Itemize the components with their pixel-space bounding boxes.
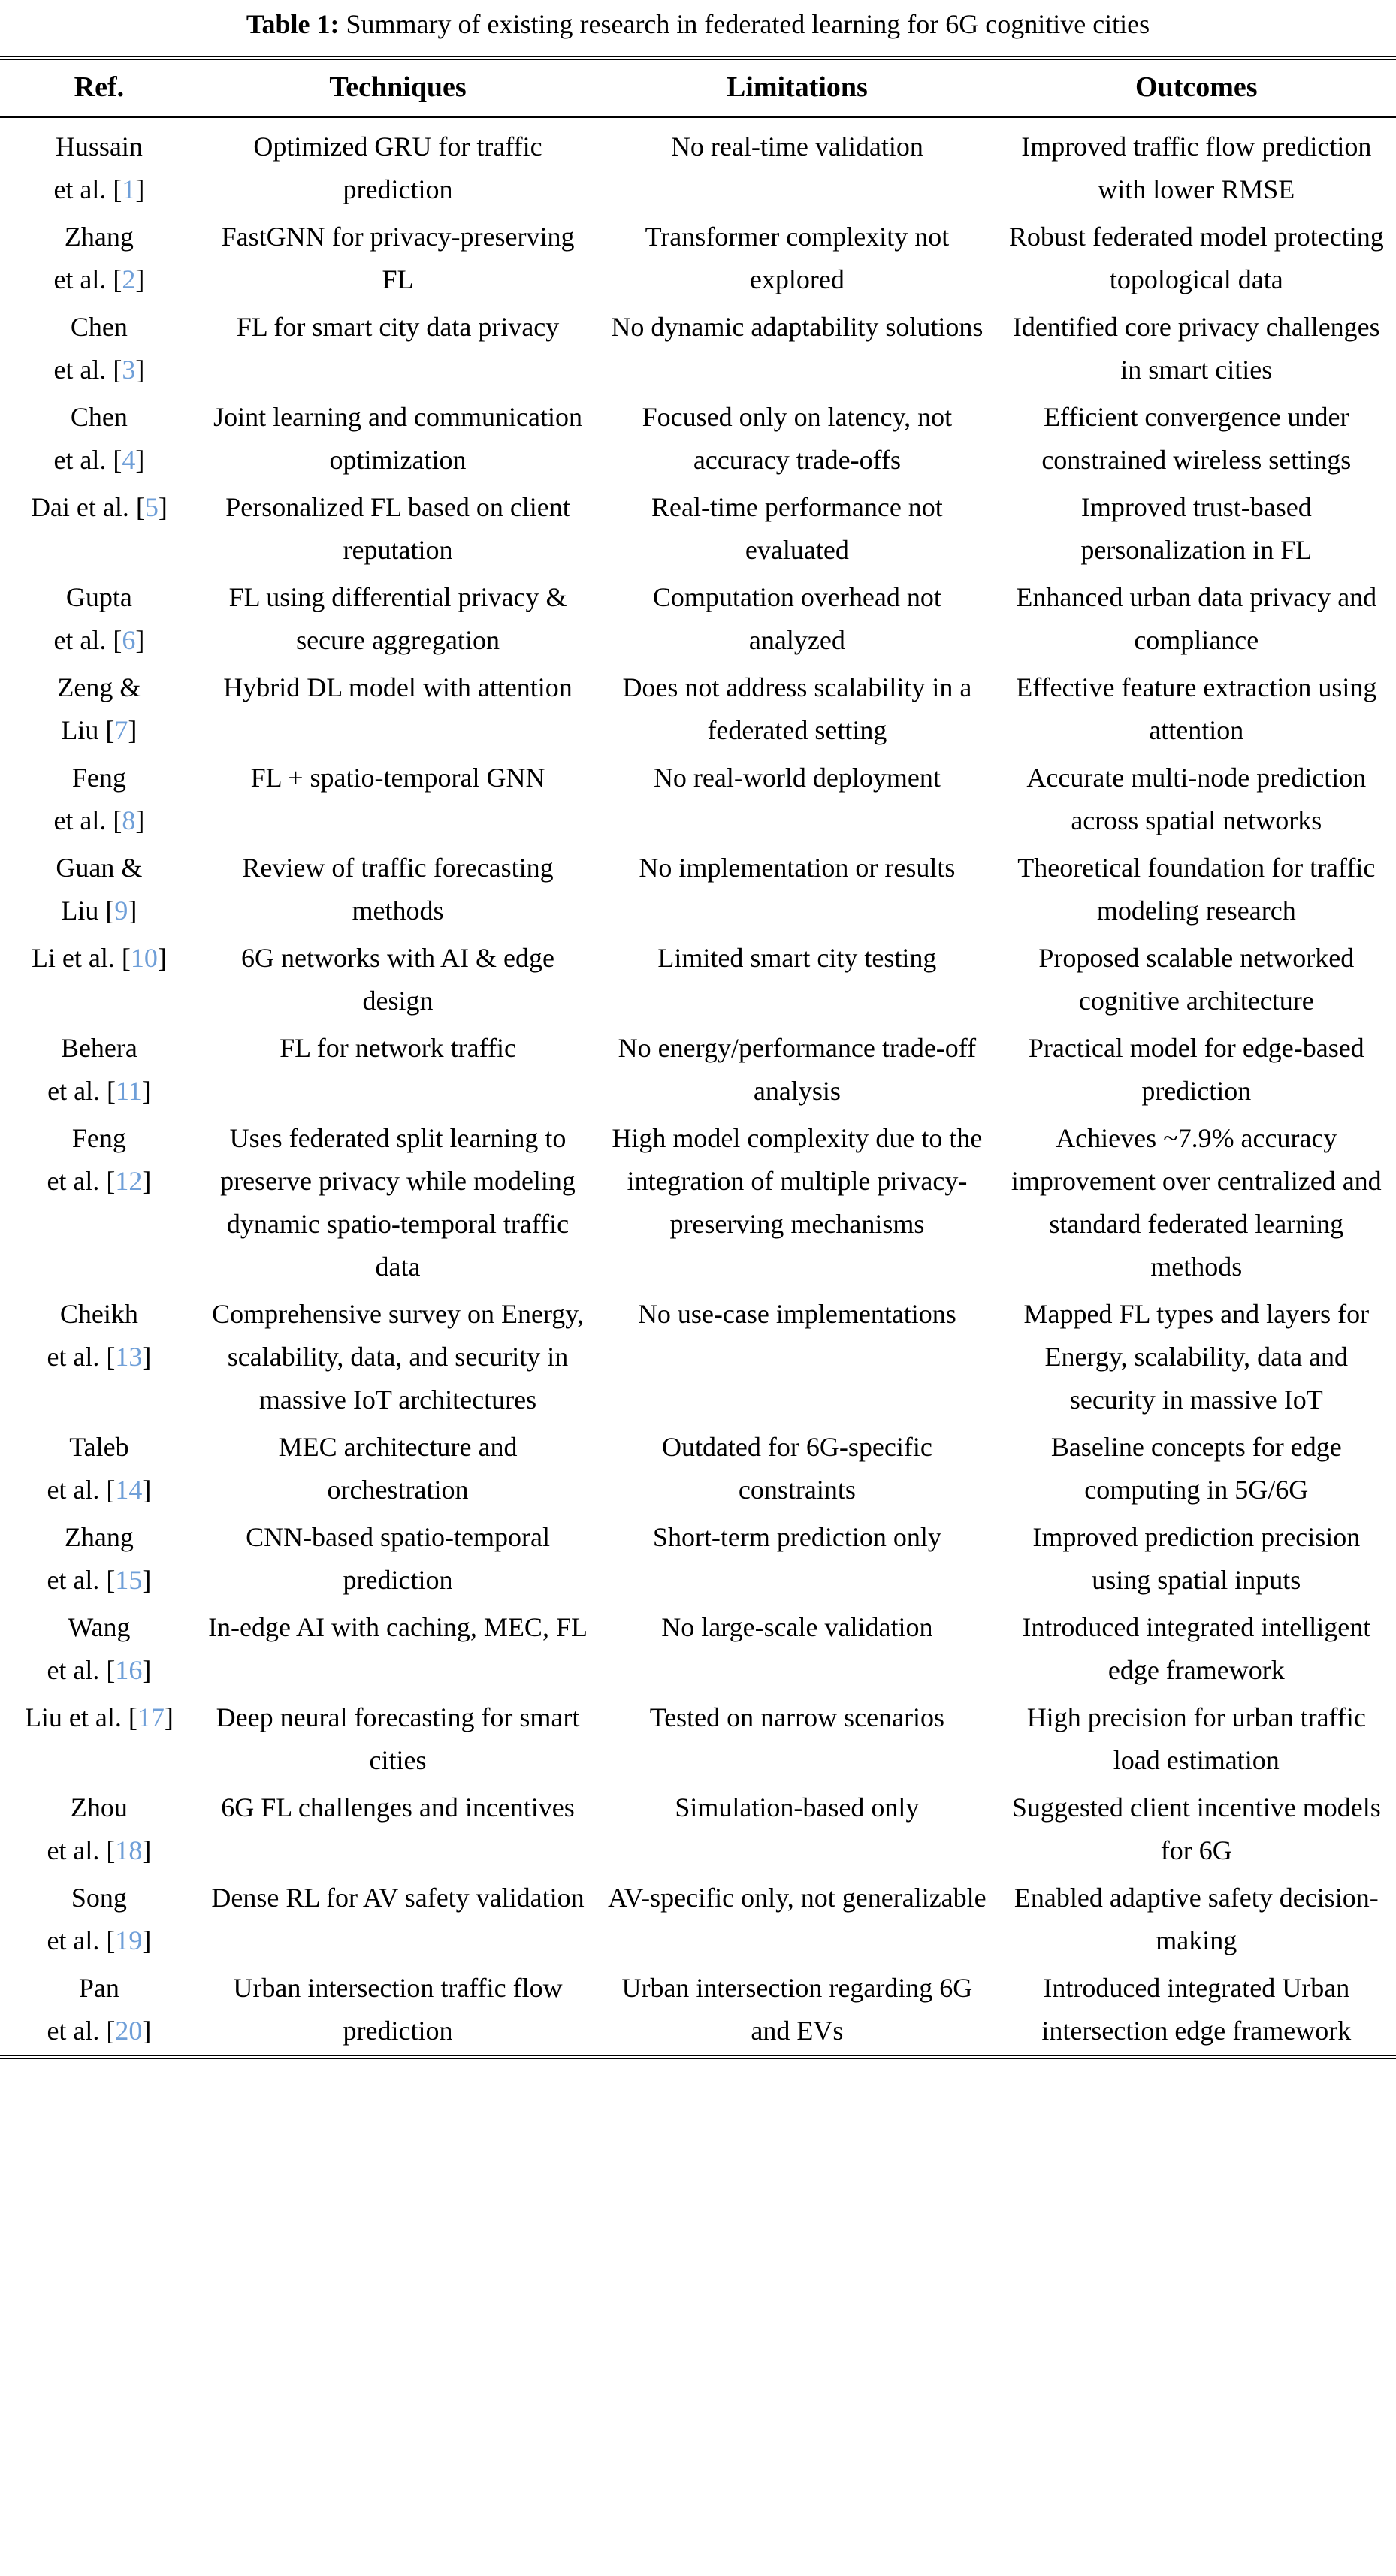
- limitations-cell: No energy/performance trade-off analysis: [618, 1032, 977, 1106]
- limitations-cell: Does not address scalability in a federated setting: [622, 672, 972, 745]
- table-row: [0, 213, 1396, 304]
- table-body: [0, 116, 1396, 2057]
- techniques-cell: MEC architecture and orchestration: [278, 1431, 518, 1505]
- techniques-cell: FL + spatio-temporal GNN: [250, 762, 545, 793]
- table-row: [0, 1424, 1396, 1514]
- outcomes-cell: Accurate multi-node prediction across spatial networks: [1026, 762, 1367, 835]
- techniques-cell: In-edge AI with caching, MEC, FL: [208, 1611, 588, 1642]
- citation-link[interactable]: 8: [122, 805, 136, 835]
- outcomes-cell: Theoretical foundation for traffic modeling research: [1017, 852, 1376, 926]
- col-header-limitations: Limitations: [597, 58, 996, 116]
- limitations-cell: Urban intersection regarding 6G and EVs: [621, 1972, 973, 2046]
- outcomes-cell: Enabled adaptive safety decision-making: [1014, 1882, 1379, 1955]
- citation-link[interactable]: 7: [114, 714, 128, 745]
- citation-link[interactable]: 18: [115, 1835, 143, 1865]
- table-row: [0, 844, 1396, 935]
- ref-cell: Song et al. [19]: [47, 1882, 152, 1955]
- table-row: [0, 1115, 1396, 1291]
- limitations-cell: Real-time performance not evaluated: [651, 491, 943, 565]
- ref-cell: Liu et al. [17]: [24, 1702, 174, 1732]
- outcomes-cell: Achieves ~7.9% accuracy improvement over centralized and standard federated learning methods: [1011, 1122, 1382, 1282]
- limitations-cell: Transformer complexity not explored: [645, 221, 950, 294]
- table-row: [0, 1514, 1396, 1604]
- ref-cell: Feng et al. [12]: [47, 1122, 152, 1196]
- citation-link[interactable]: 11: [116, 1075, 142, 1106]
- citation-link[interactable]: 20: [115, 2015, 143, 2046]
- limitations-cell: Simulation-based only: [675, 1792, 920, 1823]
- table-row: [0, 484, 1396, 574]
- table-row: [0, 1964, 1396, 2057]
- techniques-cell: Dense RL for AV safety validation: [211, 1882, 585, 1913]
- citation-link[interactable]: 6: [122, 624, 136, 655]
- col-header-outcomes: Outcomes: [997, 58, 1396, 116]
- limitations-cell: No implementation or results: [639, 852, 956, 883]
- citation-link[interactable]: 14: [115, 1474, 143, 1505]
- table-row: [0, 1604, 1396, 1694]
- limitations-cell: No dynamic adaptability solutions: [611, 311, 984, 342]
- techniques-cell: Hybrid DL model with attention: [223, 672, 573, 702]
- techniques-cell: FL for network traffic: [280, 1032, 516, 1063]
- table-row: [0, 1874, 1396, 1964]
- citation-link[interactable]: 3: [122, 354, 136, 385]
- outcomes-cell: Efficient convergence under constrained wireless settings: [1041, 401, 1352, 475]
- limitations-cell: Focused only on latency, not accuracy trade-offs: [642, 401, 953, 475]
- table-row: [0, 116, 1396, 213]
- ref-cell: Dai et al. [5]: [30, 491, 168, 522]
- table-row: [0, 1025, 1396, 1115]
- citation-link[interactable]: 5: [144, 491, 159, 522]
- limitations-cell: Tested on narrow scenarios: [649, 1702, 945, 1732]
- ref-cell: Chen et al. [4]: [53, 401, 145, 475]
- techniques-cell: Urban intersection traffic flow prediction: [233, 1972, 563, 2046]
- ref-cell: Feng et al. [8]: [53, 762, 145, 835]
- ref-cell: Li et al. [10]: [31, 942, 167, 973]
- outcomes-cell: Identified core privacy challenges in smart cities: [1012, 311, 1380, 385]
- citation-link[interactable]: 13: [115, 1341, 143, 1372]
- ref-cell: Gupta et al. [6]: [53, 581, 145, 655]
- outcomes-cell: Proposed scalable networked cognitive architecture: [1038, 942, 1355, 1016]
- techniques-cell: Optimized GRU for traffic prediction: [253, 131, 542, 204]
- techniques-cell: FL using differential privacy & secure aggregation: [228, 581, 567, 655]
- citation-link[interactable]: 1: [122, 174, 136, 204]
- table-row: [0, 664, 1396, 754]
- outcomes-cell: Practical model for edge-based prediction: [1028, 1032, 1364, 1106]
- citation-link[interactable]: 16: [115, 1654, 143, 1685]
- table-row: [0, 935, 1396, 1025]
- ref-cell: Chen et al. [3]: [53, 311, 145, 385]
- ref-cell: Zhou et al. [18]: [47, 1792, 152, 1865]
- techniques-cell: 6G FL challenges and incentives: [221, 1792, 575, 1823]
- ref-cell: Cheikh et al. [13]: [47, 1298, 152, 1372]
- citation-link[interactable]: 2: [122, 264, 136, 294]
- outcomes-cell: Introduced integrated intelligent edge framework: [1022, 1611, 1371, 1685]
- citation-link[interactable]: 4: [122, 444, 136, 475]
- table-row: [0, 1694, 1396, 1784]
- table-row: [0, 1784, 1396, 1874]
- ref-cell: Wang et al. [16]: [47, 1611, 152, 1685]
- limitations-cell: Outdated for 6G-specific constraints: [661, 1431, 932, 1505]
- table-caption: [0, 6, 1396, 42]
- outcomes-cell: Robust federated model protecting topological data: [1008, 221, 1384, 294]
- header-row: [0, 58, 1396, 116]
- table-caption-label: Table 1:: [246, 9, 340, 39]
- ref-cell: Guan & Liu [9]: [56, 852, 143, 926]
- ref-cell: Zeng & Liu [7]: [57, 672, 141, 745]
- limitations-cell: Computation overhead not analyzed: [652, 581, 941, 655]
- limitations-cell: No real-time validation: [670, 131, 923, 162]
- ref-cell: Zhang et al. [2]: [53, 221, 145, 294]
- ref-cell: Behera et al. [11]: [47, 1032, 151, 1106]
- outcomes-cell: Effective feature extraction using attention: [1016, 672, 1377, 745]
- citation-link[interactable]: 17: [137, 1702, 165, 1732]
- techniques-cell: Comprehensive survey on Energy, scalability, data, and security in massive IoT architectures: [212, 1298, 584, 1415]
- table-row: [0, 394, 1396, 484]
- outcomes-cell: Mapped FL types and layers for Energy, scalability, data and security in massive IoT: [1023, 1298, 1370, 1415]
- outcomes-cell: Suggested client incentive models for 6G: [1011, 1792, 1381, 1865]
- techniques-cell: 6G networks with AI & edge design: [241, 942, 554, 1016]
- limitations-cell: No large-scale validation: [661, 1611, 933, 1642]
- citation-link[interactable]: 15: [115, 1564, 143, 1595]
- outcomes-cell: Improved trust-based personalization in FL: [1080, 491, 1313, 565]
- citation-link[interactable]: 10: [130, 942, 158, 973]
- techniques-cell: Review of traffic forecasting methods: [242, 852, 554, 926]
- techniques-cell: Joint learning and communication optimization: [213, 401, 582, 475]
- ref-cell: Pan et al. [20]: [47, 1972, 152, 2046]
- outcomes-cell: Improved prediction precision using spatial inputs: [1032, 1521, 1361, 1595]
- outcomes-cell: Baseline concepts for edge computing in 5G/6G: [1050, 1431, 1342, 1505]
- table-row: [0, 1291, 1396, 1424]
- outcomes-cell: Improved traffic flow prediction with lower RMSE: [1021, 131, 1372, 204]
- outcomes-cell: High precision for urban traffic load estimation: [1026, 1702, 1366, 1775]
- limitations-cell: High model complexity due to the integration of multiple privacy-preserving mechanisms: [612, 1122, 983, 1239]
- limitations-cell: AV-specific only, not generalizable: [608, 1882, 987, 1913]
- table-row: [0, 304, 1396, 394]
- ref-cell: Zhang et al. [15]: [47, 1521, 152, 1595]
- table-caption-text: Summary of existing research in federated learning for 6G cognitive cities: [346, 9, 1150, 39]
- outcomes-cell: Enhanced urban data privacy and compliance: [1016, 581, 1377, 655]
- citation-link[interactable]: 9: [114, 895, 128, 926]
- table-row: [0, 574, 1396, 664]
- table-figure: [0, 6, 1396, 2059]
- limitations-cell: Short-term prediction only: [652, 1521, 941, 1552]
- citation-link[interactable]: 12: [115, 1165, 143, 1196]
- outcomes-cell: Introduced integrated Urban intersection edge framework: [1041, 1972, 1352, 2046]
- techniques-cell: Personalized FL based on client reputation: [225, 491, 570, 565]
- techniques-cell: CNN-based spatio-temporal prediction: [246, 1521, 550, 1595]
- ref-cell: Taleb et al. [14]: [47, 1431, 152, 1505]
- summary-table: [0, 56, 1396, 2059]
- limitations-cell: No use-case implementations: [637, 1298, 956, 1329]
- techniques-cell: Deep neural forecasting for smart cities: [216, 1702, 580, 1775]
- techniques-cell: FL for smart city data privacy: [236, 311, 560, 342]
- techniques-cell: FastGNN for privacy-preserving FL: [221, 221, 575, 294]
- table-row: [0, 754, 1396, 844]
- citation-link[interactable]: 19: [115, 1925, 143, 1955]
- col-header-ref: Ref.: [0, 58, 198, 116]
- techniques-cell: Uses federated split learning to preserve privacy while modeling dynamic spatio-temporal traffic data: [220, 1122, 576, 1282]
- col-header-techniques: Techniques: [198, 58, 597, 116]
- limitations-cell: No real-world deployment: [653, 762, 941, 793]
- ref-cell: Hussain et al. [1]: [53, 131, 145, 204]
- limitations-cell: Limited smart city testing: [657, 942, 937, 973]
